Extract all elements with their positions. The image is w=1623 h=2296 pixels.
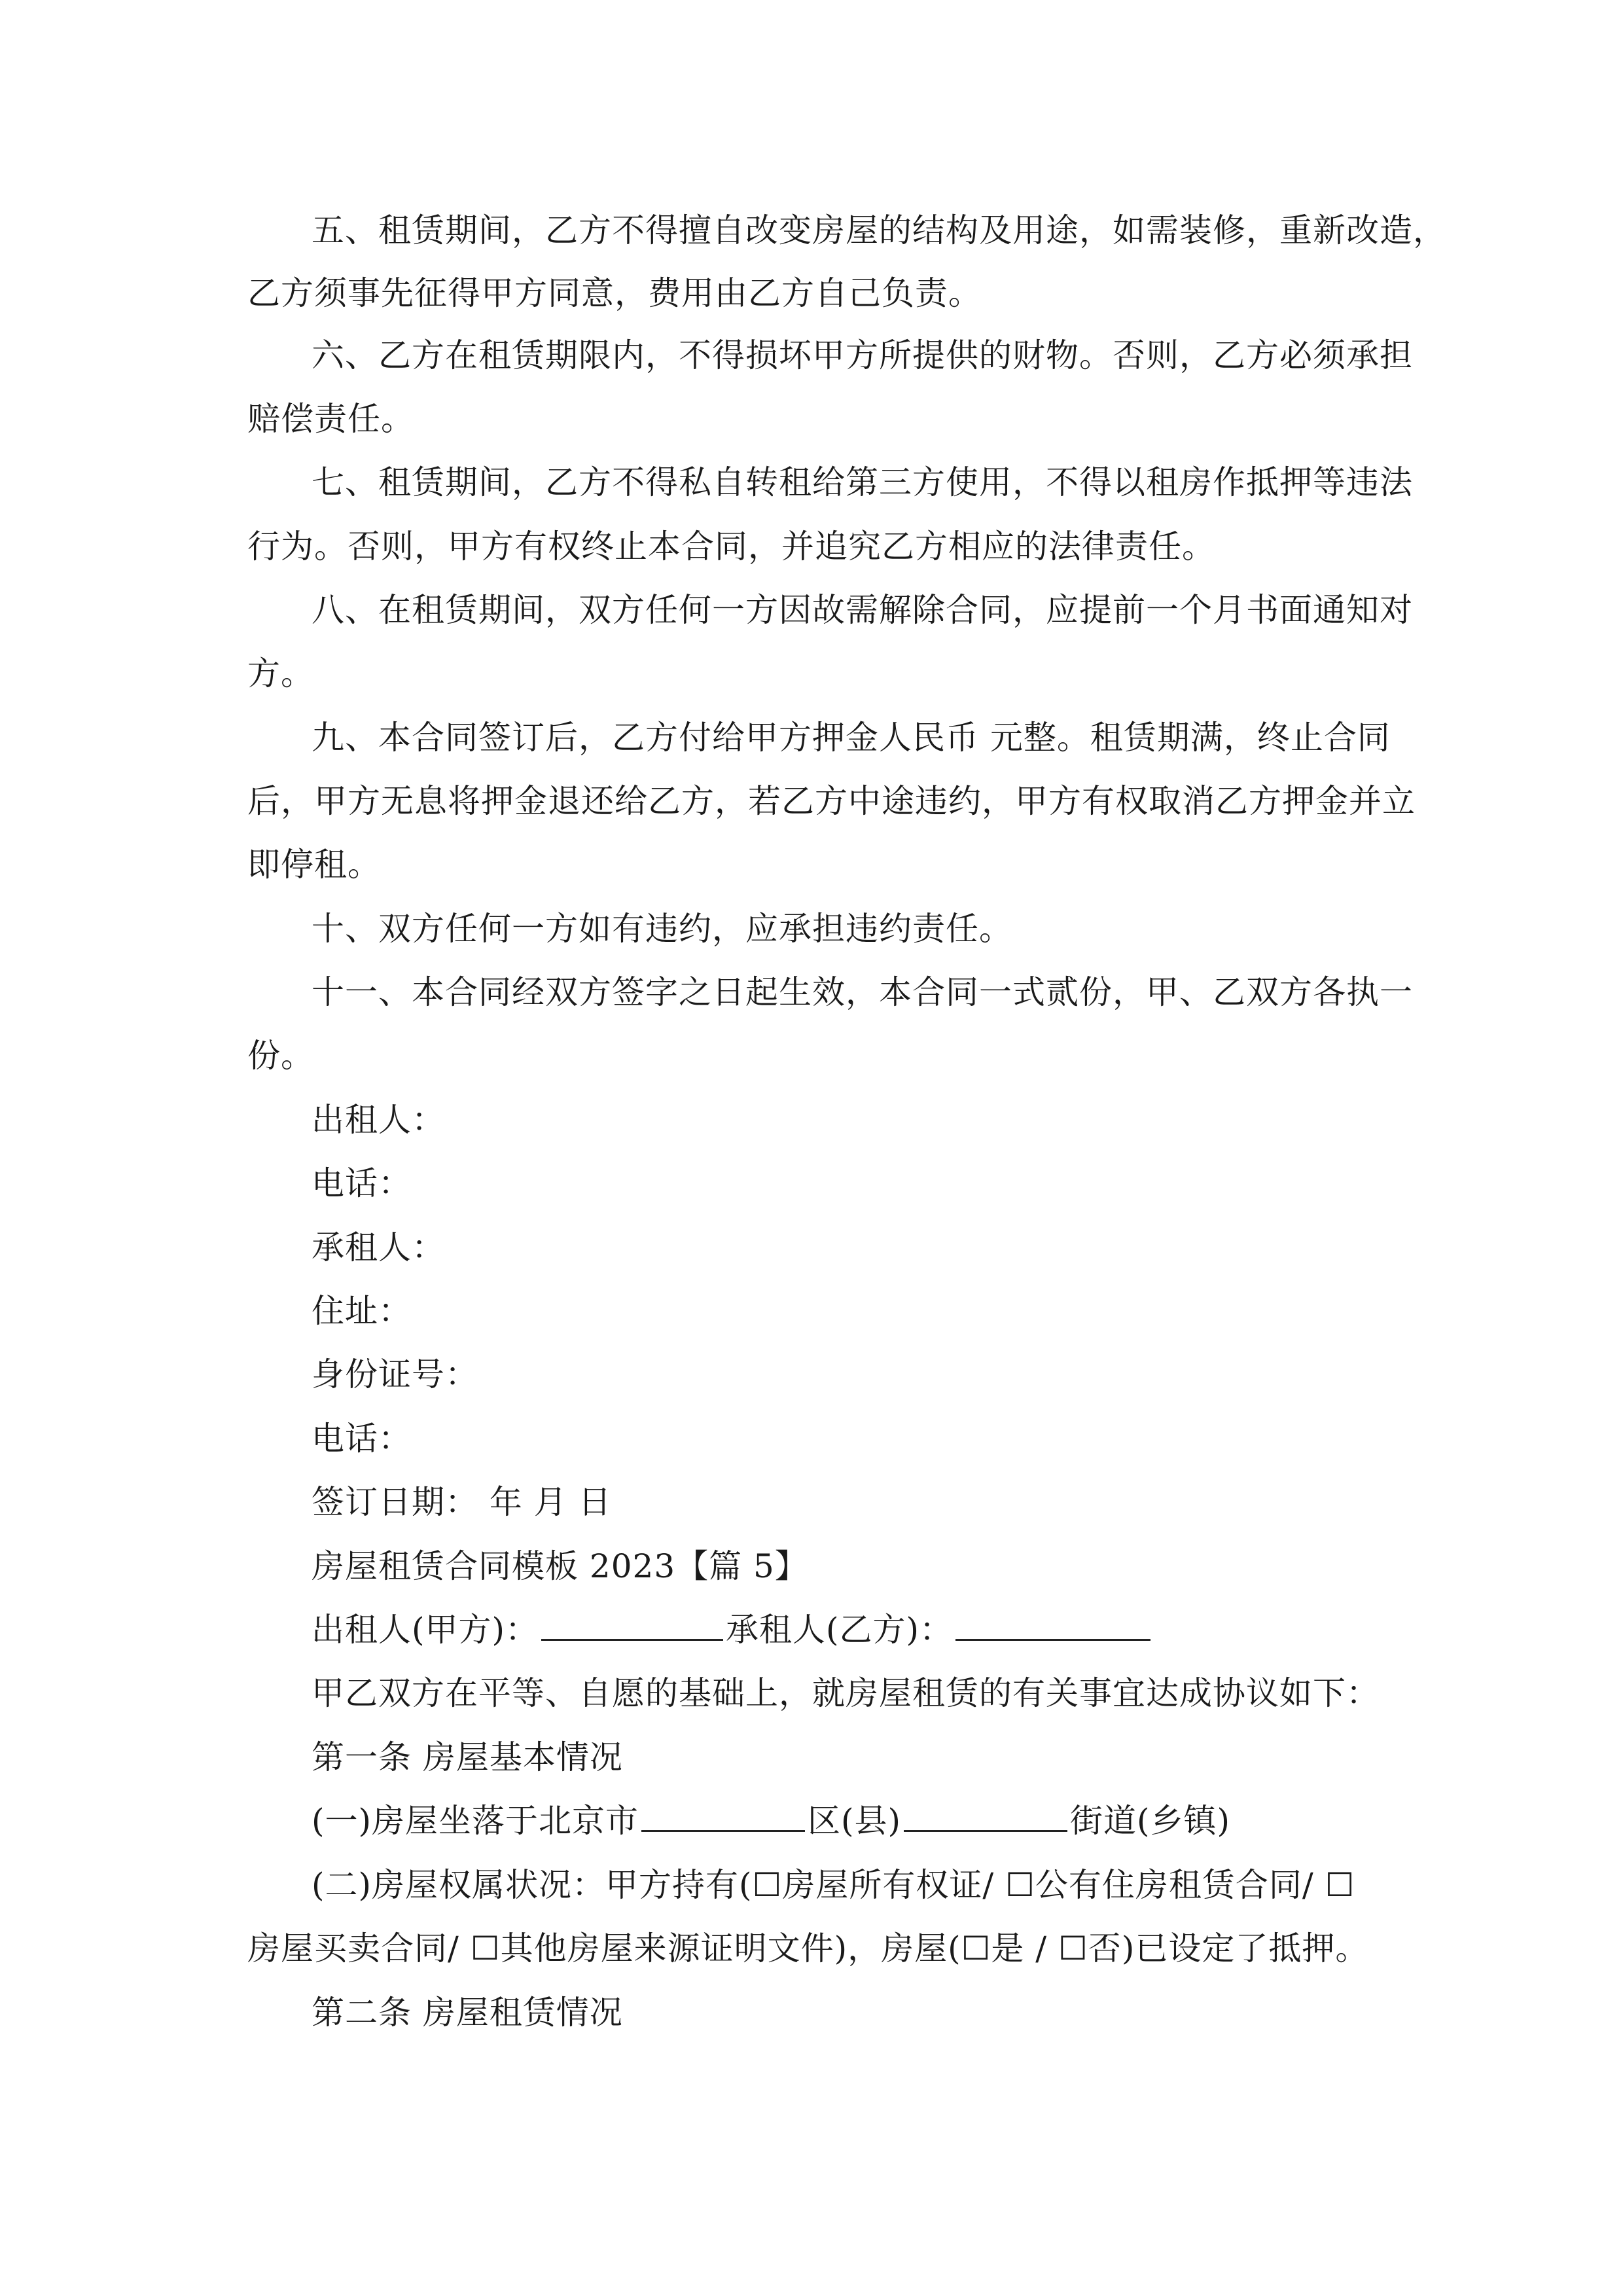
lessor-signature-label: 出租人： xyxy=(312,1101,445,1139)
ownership-line-2: 房屋买卖合同/ ☐其他房屋来源证明文件)，房屋(☐是 / ☐否)已设定了抵押。 xyxy=(247,1929,1369,1967)
lessee-phone-label: 电话： xyxy=(312,1420,412,1458)
parties-line xyxy=(312,1610,1444,1649)
agreement-intro: 甲乙双方在平等、自愿的基础上，就房屋租赁的有关事宜达成协议如下： xyxy=(312,1674,1380,1712)
district-blank xyxy=(641,1801,805,1832)
clause-7-line-1: 七、租赁期间，乙方不得私自转租给第三方使用，不得以租房作抵押等违法 xyxy=(312,463,1413,501)
clause-8-line-1: 八、在租赁期间，双方任何一方因故需解除合同，应提前一个月书面通知对 xyxy=(312,591,1413,629)
ownership-line-1: (二)房屋权属状况：甲方持有(☐房屋所有权证/ ☐公有住房租赁合同/ ☐ xyxy=(312,1866,1355,1904)
article-2-title: 第二条 房屋租赁情况 xyxy=(312,1994,623,2032)
property-location-line xyxy=(312,1801,1444,1840)
clause-5-line-1: 五、租赁期间，乙方不得擅自改变房屋的结构及用途，如需装修，重新改造， xyxy=(312,211,1446,249)
clause-5-line-2: 乙方须事先征得甲方同意，费用由乙方自己负责。 xyxy=(247,274,982,312)
lessee-signature-label: 承租人： xyxy=(312,1229,445,1266)
lessee-name-blank xyxy=(955,1610,1150,1641)
clause-8-line-2: 方。 xyxy=(247,655,314,692)
lessee-party-label: 承租人(乙方)： xyxy=(726,1611,954,1649)
clause-6-line-2: 赔偿责任。 xyxy=(247,400,414,438)
clause-11-line-1: 十一、本合同经双方签字之日起生效，本合同一式贰份，甲、乙双方各执一 xyxy=(312,973,1413,1011)
clause-9-line-3: 即停租。 xyxy=(247,846,381,884)
clause-10: 十、双方任何一方如有违约，应承担违约责任。 xyxy=(312,910,1012,948)
street-label: 街道(乡镇) xyxy=(1070,1802,1231,1840)
lessor-party-label: 出租人(甲方)： xyxy=(312,1611,539,1649)
street-blank xyxy=(904,1801,1067,1832)
signing-date-label: 签订日期： 年 月 日 xyxy=(312,1483,612,1521)
clause-9-line-2: 后，甲方无息将押金退还给乙方，若乙方中途违约，甲方有权取消乙方押金并立 xyxy=(247,782,1416,820)
location-prefix: (一)房屋坐落于北京市 xyxy=(312,1802,639,1840)
district-label: 区(县) xyxy=(808,1802,902,1840)
lessor-phone-label: 电话： xyxy=(312,1164,412,1202)
clause-9-line-1: 九、本合同签订后，乙方付给甲方押金人民币 元整。租赁期满，终止合同 xyxy=(312,719,1391,757)
address-label: 住址： xyxy=(312,1292,412,1330)
lessor-name-blank xyxy=(541,1610,723,1641)
clause-7-line-2: 行为。否则，甲方有权终止本合同，并追究乙方相应的法律责任。 xyxy=(247,528,1215,565)
clause-6-line-1: 六、乙方在租赁期限内，不得损坏甲方所提供的财物。否则，乙方必须承担 xyxy=(312,336,1413,374)
clause-11-line-2: 份。 xyxy=(247,1037,314,1075)
section-title-template-5: 房屋租赁合同模板 2023【篇 5】 xyxy=(312,1547,808,1585)
article-1-title: 第一条 房屋基本情况 xyxy=(312,1738,623,1776)
id-number-label: 身份证号： xyxy=(312,1355,478,1393)
